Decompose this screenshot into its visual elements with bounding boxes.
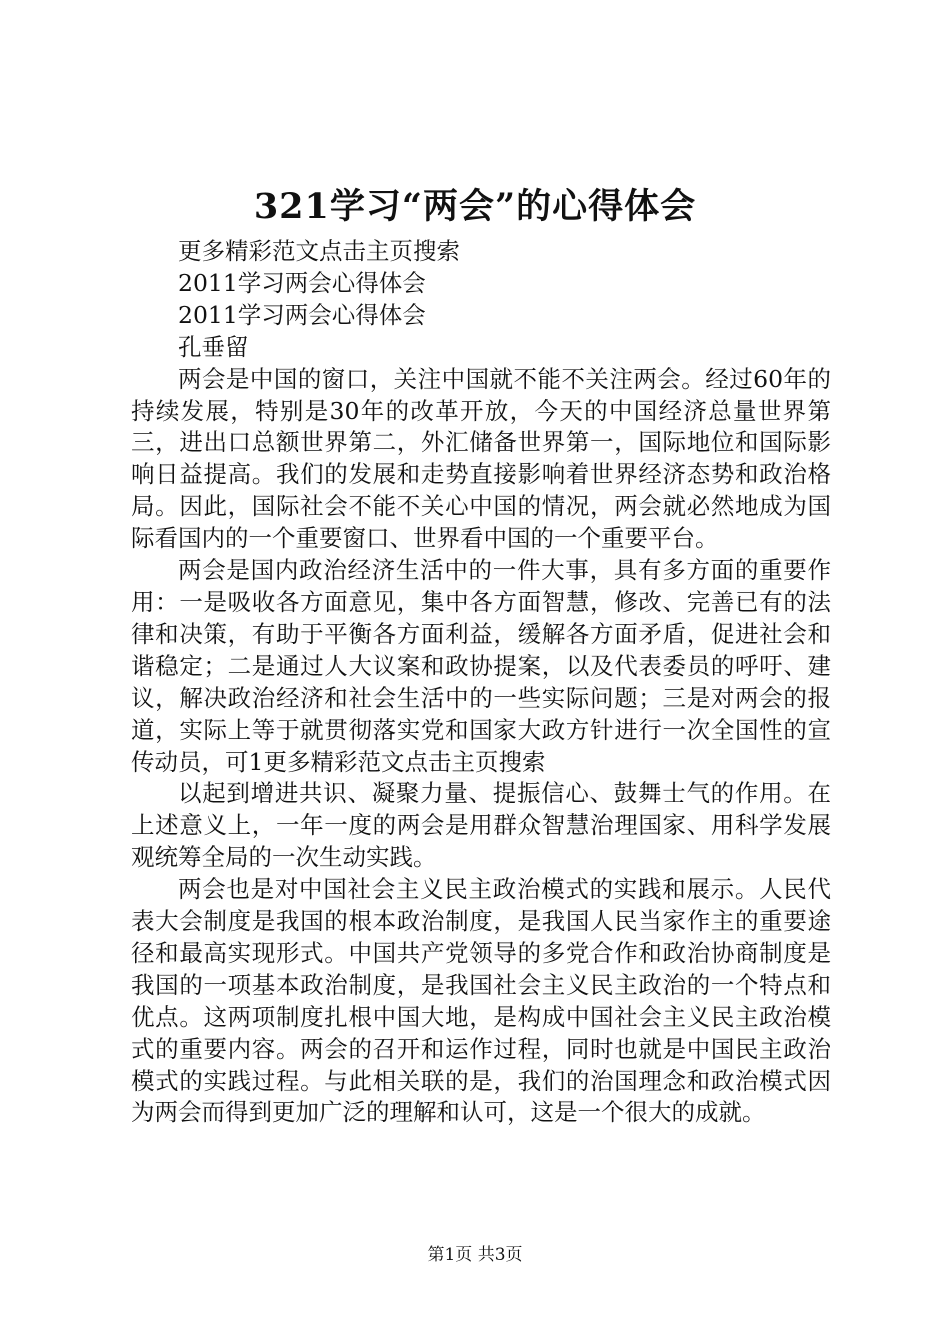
paragraph: 以起到增进共识、凝聚力量、提振信心、鼓舞士气的作用。在上述意义上，一年一度的两会是用群众智慧治理国家、用科学发展观统筹全局的一次生动实践。 xyxy=(131,779,831,872)
paragraph: 两会是中国的窗口，关注中国就不能不关注两会。经过60年的持续发展，特别是30年的改革开放，今天的中国经济总量世界第三，进出口总额世界第二，外汇储备世界第一，国际地位和国际影响日益提高。我们的发展和走势直接影响着世界经济态势和政治格局。因此，国际社会不能不关心中国的情况，两会就必然地成为国际看国内的一个重要窗口、世界看中国的一个重要平台。 xyxy=(131,364,831,553)
subtitle-line-repeat: 2011学习两会心得体会 xyxy=(178,300,426,329)
document-title: 321学习“两会”的心得体会 xyxy=(253,186,697,227)
page-number-footer: 第1页 共3页 xyxy=(427,1245,523,1265)
author-name: 孔垂留 xyxy=(178,332,249,361)
paragraph: 两会是国内政治经济生活中的一件大事，具有多方面的重要作用：一是吸收各方面意见，集中各方面智慧，修改、完善已有的法律和决策，有助于平衡各方面利益，缓解各方面矛盾，促进社会和谐稳定；二是通过人大议案和政协提案，以及代表委员的呼吁、建议，解决政治经济和社会生活中的一些实际问题；三是对两会的报道，实际上等于就贯彻落实党和国家大政方针进行一次全国性的宣传动员，可1更多精彩范文点击主页搜索 xyxy=(131,556,831,776)
document-body xyxy=(131,236,831,1129)
subtitle-line: 2011学习两会心得体会 xyxy=(178,268,426,297)
promo-line: 更多精彩范文点击主页搜索 xyxy=(178,237,460,265)
paragraph: 两会也是对中国社会主义民主政治模式的实践和展示。人民代表大会制度是我国的根本政治制度，是我国人民当家作主的重要途径和最高实现形式。中国共产党领导的多党合作和政治协商制度是我国的一项基本政治制度，是我国社会主义民主政治的一个特点和优点。这两项制度扎根中国大地，是构成中国社会主义民主政治模式的重要内容。两会的召开和运作过程，同时也就是中国民主政治模式的实践过程。与此相关联的是，我们的治国理念和政治模式因为两会而得到更加广泛的理解和认可，这是一个很大的成就。 xyxy=(131,875,831,1127)
